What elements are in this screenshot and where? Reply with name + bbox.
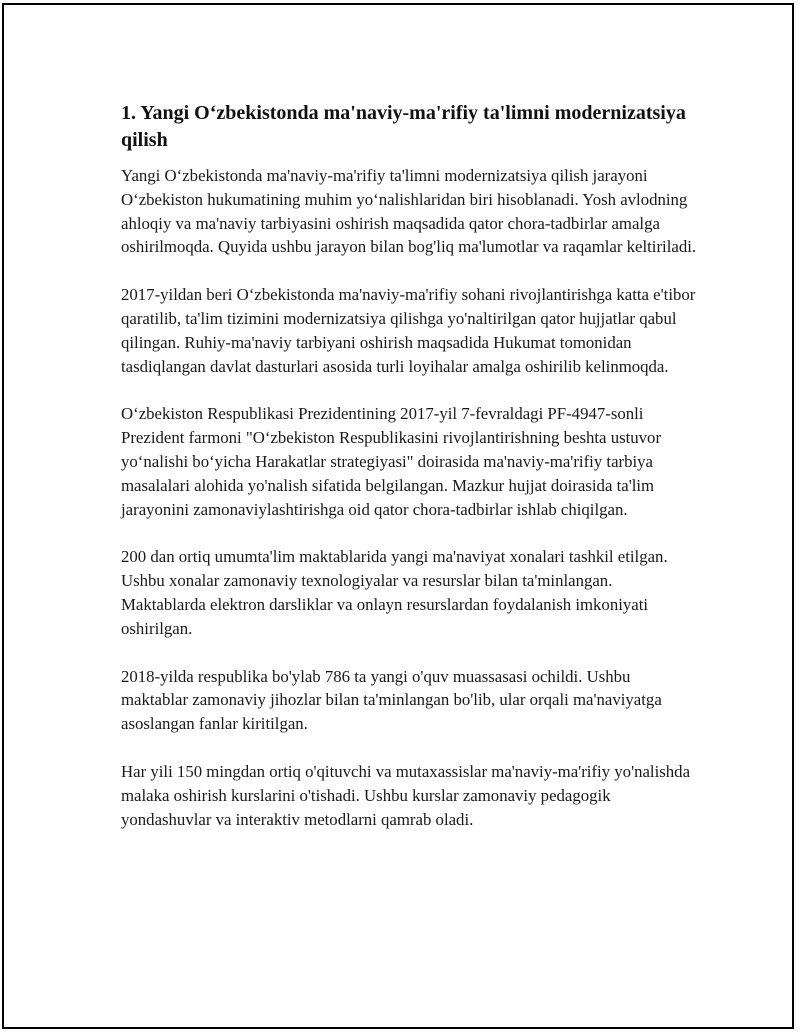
paragraph-new-schools: 2018-yilda respublika bo'ylab 786 ta yangi o'quv muassasasi ochildi. Ushbu maktablar zamonaviy jihozlar bilan ta'minlangan bo'lib, ular orqali ma'naviyatga asoslangan fanlar kiritilgan. xyxy=(121,666,662,734)
paragraph-spirituality-rooms: 200 dan ortiq umumta'lim maktablarida yangi ma'naviyat xonalari tashkil etilgan. Ushbu xonalar zamonaviy texnologiyalar va resurslar bilan ta'minlangan. Maktablarda elektron darsliklar va onlayn resurslardan foydalanish imkoniyati oshirilgan. xyxy=(121,547,668,638)
paragraph-2017-policy: 2017-yildan beri O‘zbekistonda ma'naviy-ma'rifiy sohani rivojlantirishga katta e'tibor qaratilib, ta'lim tizimini modernizatsiya qilishga yo'naltirilgan qator hujjatlar qabul qilingan. Ruhiy-ma'naviy tarbiyani oshirish maqsadida Hukumat tomonidan tasdiqlangan davlat dasturlari asosida turli loyihalar amalga oshirilib kelinmoqda. xyxy=(121,285,696,376)
paragraph-intro: Yangi O‘zbekistonda ma'naviy-ma'rifiy ta'limni modernizatsiya qilish jarayoni O‘zbekiston hukumatining muhim yo‘nalishlaridan biri hisoblanadi. Yosh avlodning ahloqiy va ma'naviy tarbiyasini oshirish maqsadida qator chora-tadbirlar amalga oshirilmoqda. Quyida ushbu jarayon bilan bog'liq ma'lumotlar va raqamlar keltiriladi. xyxy=(121,166,697,257)
section-heading: 1. Yangi O‘zbekistonda ma'naviy-ma'rifiy ta'limni modernizatsiya qilish xyxy=(121,102,686,151)
paragraph-presidential-decree: O‘zbekiston Respublikasi Prezidentining 2017-yil 7-fevraldagi PF-4947-sonli Prezident farmoni "O‘zbekiston Respublikasini rivojlantirishning beshta ustuvor yo‘nalishi bo‘yicha Harakatlar strategiyasi" doirasida ma'naviy-ma'rifiy tarbiya masalalari alohida yo'nalish sifatida belgilangan. Mazkur hujjat doirasida ta'lim jarayonini zamonaviylashtirishga oid qator chora-tadbirlar ishlab chiqilgan. xyxy=(121,404,662,519)
page-frame xyxy=(2,3,794,1029)
paragraph-teacher-training: Har yili 150 mingdan ortiq o'qituvchi va mutaxassislar ma'naviy-ma'rifiy yo'nalishda malaka oshirish kurslarini o'tishadi. Ushbu kurslar zamonaviy pedagogik yondashuvlar va interaktiv metodlarni qamrab oladi. xyxy=(121,761,691,829)
document-body xyxy=(121,100,701,855)
